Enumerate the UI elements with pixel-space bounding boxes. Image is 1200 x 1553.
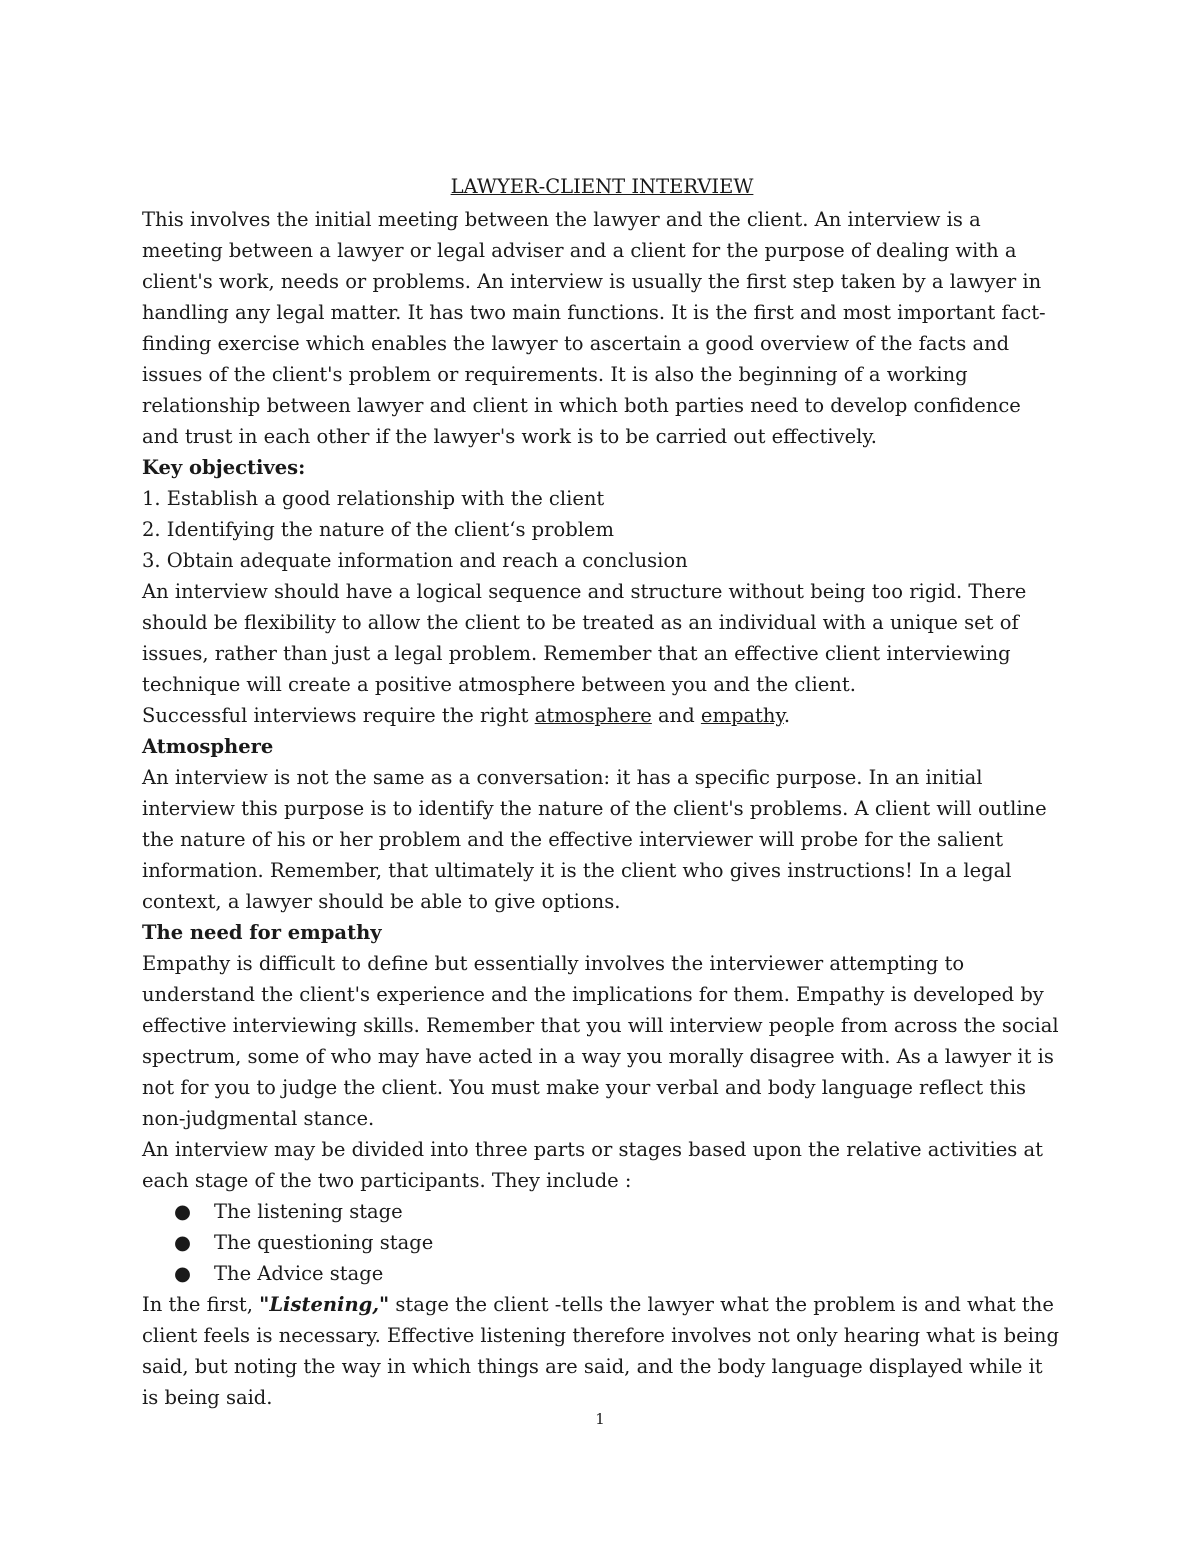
bullet-icon: ● [174,1262,192,1285]
document-title: LAWYER-CLIENT INTERVIEW [450,175,754,198]
stages-list [142,1196,1062,1289]
list-item [174,1258,1062,1289]
successful-prefix: Successful interviews require the right [142,704,535,727]
sequence-paragraph: An interview should have a logical sequence and structure without being too rigid. There should be flexibility to allow the client to be treated as an individual with a unique set of issues, rather than just a legal problem. Remember that an effective client interviewing technique will create a positive atmosphere between you and the client. [142,580,1027,696]
intro-paragraph: This involves the initial meeting between the lawyer and the client. An interview is a meeting between a lawyer or legal adviser and a client for the purpose of dealing with a client's work, needs or problems. An interview is usually the first step taken by a lawyer in handling any legal matter. It has two main functions. It is the first and most important fact-finding exercise which enables the lawyer to ascertain a good overview of the facts and issues of the client's problem or requirements. It is also the beginning of a working relationship between lawyer and client in which both parties need to develop confidence and trust in each other if the lawyer's work is to be carried out effectively. [142,208,1046,448]
bullet-icon: ● [174,1231,192,1254]
bullet-icon: ● [174,1200,192,1223]
page-number: 1 [595,1410,605,1428]
list-item [174,1227,1062,1258]
open-quote: " [259,1293,270,1316]
empathy-heading: The need for empathy [142,921,382,944]
stages-intro-paragraph: An interview may be divided into three parts or stages based upon the relative activities at each stage of the two participants. They include : [142,1138,1043,1192]
listening-prefix: In the first, [142,1293,260,1316]
atmosphere-paragraph: An interview is not the same as a conversation: it has a specific purpose. In an initial interview this purpose is to identify the nature of the client's problems. A client will outline the nature of his or her problem and the effective interviewer will probe for the salient information. Remember, that ultimately it is the client who gives instructions! In a legal context, a lawyer should be able to give options. [142,766,1047,913]
stage-label: The Advice stage [214,1262,384,1285]
atmosphere-link-text: atmosphere [534,704,652,727]
atmosphere-heading: Atmosphere [142,735,274,758]
listening-suffix: stage the client -tells the lawyer what the problem is and what the client feels is necessary. Effective listening therefore involves not only hearing what is being said, but noting the way in which things are said, and the body language displayed while it is being said. [142,1293,1059,1409]
empathy-paragraph: Empathy is difficult to define but essentially involves the interviewer attempting to understand the client's experience and the implications for them. Empathy is developed by effective interviewing skills. Remember that you will interview people from across the social spectrum, some of who may have acted in a way you morally disagree with. As a lawyer it is not for you to judge the client. You must make your verbal and body language reflect this non-judgmental stance. [142,952,1059,1130]
close-quote: " [379,1293,390,1316]
empathy-link-text: empathy [700,704,784,727]
successful-and: and [651,704,701,727]
successful-interviews-line [142,700,1062,731]
document-body [142,174,1062,1413]
objective-item: 3. Obtain adequate information and reach a conclusion [142,549,688,572]
listening-word: Listening, [269,1293,380,1316]
listening-paragraph [142,1289,1062,1413]
objective-item: 2. Identifying the nature of the client‘s problem [142,518,614,541]
successful-suffix: . [783,704,791,727]
stage-label: The listening stage [214,1200,403,1223]
stage-label: The questioning stage [214,1231,434,1254]
listening-term [259,1293,389,1316]
objective-item: 1. Establish a good relationship with the client [142,487,605,510]
key-objectives-heading: Key objectives: [142,456,306,479]
list-item [174,1196,1062,1227]
